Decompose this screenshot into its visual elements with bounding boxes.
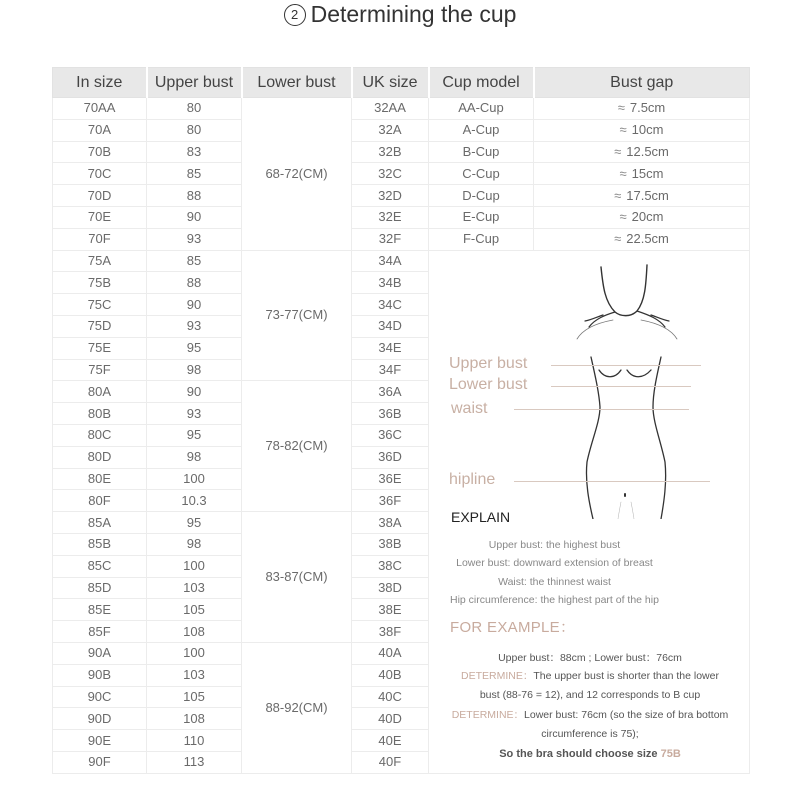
cell-upper-bust: 105: [147, 599, 242, 621]
explain-item: Hip circumference: the highest part of the hip: [450, 594, 659, 607]
cell-uk-size: 40E: [352, 730, 429, 752]
cell-uk-size: 34A: [352, 250, 429, 272]
cell-in-size: 80D: [53, 446, 147, 468]
cell-in-size: 75F: [53, 359, 147, 381]
determine-text: The upper bust is shorter than the lower bust (88-76 = 12), and 12 corresponds to B cup: [479, 670, 719, 701]
cell-upper-bust: 98: [147, 359, 242, 381]
cell-upper-bust: 95: [147, 512, 242, 534]
cell-upper-bust: 98: [147, 533, 242, 555]
cell-in-size: 90C: [53, 686, 147, 708]
cell-upper-bust: 108: [147, 708, 242, 730]
bust-gap-value: 7.5cm: [629, 100, 666, 116]
cell-uk-size: 36E: [352, 468, 429, 490]
cell-uk-size: 40D: [352, 708, 429, 730]
cell-upper-bust: 85: [147, 163, 242, 185]
cell-uk-size: 40B: [352, 664, 429, 686]
cell-uk-size: 36D: [352, 446, 429, 468]
header-in-size: In size: [53, 68, 147, 98]
cell-lower-bust: 68-72(CM): [242, 98, 352, 251]
upper-bust-line: [551, 365, 701, 366]
table-header-row: [53, 68, 750, 98]
table-row: [53, 206, 750, 228]
lower-bust-line: [551, 386, 691, 387]
cell-uk-size: 34F: [352, 359, 429, 381]
approx-icon: ≈: [617, 100, 625, 116]
label-lower-bust: Lower bust: [449, 375, 528, 393]
cell-lower-bust: 83-87(CM): [242, 512, 352, 643]
cell-upper-bust: 103: [147, 577, 242, 599]
cell-in-size: 75E: [53, 337, 147, 359]
cell-upper-bust: 80: [147, 98, 242, 120]
bust-gap-value: 20cm: [631, 209, 664, 225]
cell-cup-model: A-Cup: [429, 119, 534, 141]
cell-upper-bust: 98: [147, 446, 242, 468]
cell-uk-size: 32C: [352, 163, 429, 185]
cell-uk-size: 32D: [352, 185, 429, 207]
cell-uk-size: 40F: [352, 751, 429, 773]
determine-text: Lower bust: 76cm (so the size of bra bottom circumference is 75);: [524, 709, 729, 740]
cell-upper-bust: 110: [147, 730, 242, 752]
cell-upper-bust: 88: [147, 185, 242, 207]
header-bust-gap: Bust gap: [534, 68, 750, 98]
cell-uk-size: 34B: [352, 272, 429, 294]
cell-in-size: 85C: [53, 555, 147, 577]
cell-in-size: 70E: [53, 206, 147, 228]
label-upper-bust: Upper bust: [449, 354, 528, 372]
table-row: [53, 163, 750, 185]
cell-in-size: 85F: [53, 621, 147, 643]
cell-in-size: 80B: [53, 403, 147, 425]
cell-upper-bust: 95: [147, 337, 242, 359]
cell-in-size: 70A: [53, 119, 147, 141]
explain-item: Waist: the thinnest waist: [498, 575, 611, 588]
cell-uk-size: 38D: [352, 577, 429, 599]
determine-label: DETERMINE：: [461, 670, 534, 683]
cell-upper-bust: 93: [147, 228, 242, 250]
example-body: [450, 649, 730, 764]
header-uk-size: UK size: [352, 68, 429, 98]
cell-uk-size: 40C: [352, 686, 429, 708]
example-conclusion: [450, 745, 730, 764]
page-title: [0, 0, 800, 28]
table-row: [53, 185, 750, 207]
cell-in-size: 80C: [53, 424, 147, 446]
cell-upper-bust: 105: [147, 686, 242, 708]
example-determine-1: [450, 667, 730, 704]
body-figure-illustration: [569, 257, 689, 519]
cell-uk-size: 32E: [352, 206, 429, 228]
conclusion-text: So the bra should choose size: [499, 748, 661, 761]
cell-uk-size: 34C: [352, 294, 429, 316]
cell-upper-bust: 100: [147, 642, 242, 664]
cell-in-size: 85B: [53, 533, 147, 555]
header-cup-model: Cup model: [429, 68, 534, 98]
cell-upper-bust: 93: [147, 403, 242, 425]
table-row: [53, 250, 750, 272]
cell-bust-gap: [534, 98, 750, 120]
size-chart-table: [52, 67, 750, 774]
cell-in-size: 90D: [53, 708, 147, 730]
bust-gap-value: 15cm: [631, 165, 664, 181]
waist-line: [514, 409, 689, 410]
side-panel: [429, 251, 749, 773]
cell-upper-bust: 85: [147, 250, 242, 272]
cell-in-size: 70AA: [53, 98, 147, 120]
cell-uk-size: 36C: [352, 424, 429, 446]
cell-uk-size: 36A: [352, 381, 429, 403]
cell-in-size: 75B: [53, 272, 147, 294]
cell-in-size: 75A: [53, 250, 147, 272]
cell-uk-size: 38F: [352, 621, 429, 643]
cell-lower-bust: 73-77(CM): [242, 250, 352, 381]
cell-in-size: 80A: [53, 381, 147, 403]
cell-in-size: 85D: [53, 577, 147, 599]
label-hipline: hipline: [449, 470, 496, 488]
label-waist: waist: [451, 399, 488, 417]
cell-upper-bust: 10.3: [147, 490, 242, 512]
cell-uk-size: 38C: [352, 555, 429, 577]
cell-in-size: 90F: [53, 751, 147, 773]
cell-uk-size: 36F: [352, 490, 429, 512]
cell-in-size: 90E: [53, 730, 147, 752]
cell-upper-bust: 90: [147, 206, 242, 228]
explain-item: Lower bust: downward extension of breast: [456, 557, 653, 570]
page-title-text: Determining the cup: [310, 1, 517, 27]
cell-upper-bust: 103: [147, 664, 242, 686]
explain-heading: EXPLAIN: [451, 508, 511, 525]
cell-in-size: 75C: [53, 294, 147, 316]
cell-uk-size: 32F: [352, 228, 429, 250]
cell-upper-bust: 93: [147, 315, 242, 337]
cell-in-size: 70F: [53, 228, 147, 250]
bust-gap-value: 12.5cm: [626, 143, 669, 159]
cell-upper-bust: 113: [147, 751, 242, 773]
approx-icon: ≈: [619, 165, 627, 181]
bust-gap-value: 10cm: [631, 122, 664, 138]
example-measurements: Upper bust：88cm ; Lower bust：76cm: [498, 651, 682, 664]
table-row: [53, 98, 750, 120]
cell-in-size: 90B: [53, 664, 147, 686]
approx-icon: ≈: [614, 231, 622, 247]
cell-uk-size: 38A: [352, 512, 429, 534]
header-lower-bust: Lower bust: [242, 68, 352, 98]
cell-bust-gap: [534, 141, 750, 163]
determine-label: DETERMINE：: [451, 709, 525, 722]
explain-item: Upper bust: the highest bust: [488, 538, 621, 551]
cell-upper-bust: 95: [147, 424, 242, 446]
cell-bust-gap: [534, 185, 750, 207]
cell-in-size: 75D: [53, 315, 147, 337]
example-determine-2: [450, 706, 730, 743]
cell-uk-size: 34D: [352, 315, 429, 337]
table-row: [53, 228, 750, 250]
cell-in-size: 90A: [53, 642, 147, 664]
cell-in-size: 70B: [53, 141, 147, 163]
cell-uk-size: 38E: [352, 599, 429, 621]
cell-cup-model: F-Cup: [429, 228, 534, 250]
cell-cup-model: B-Cup: [429, 141, 534, 163]
approx-icon: ≈: [614, 187, 622, 203]
explain-list: [450, 536, 659, 610]
cell-upper-bust: 108: [147, 621, 242, 643]
cell-upper-bust: 83: [147, 141, 242, 163]
table-row: [53, 119, 750, 141]
step-number-badge: 2: [284, 4, 306, 26]
cell-uk-size: 32A: [352, 119, 429, 141]
approx-icon: ≈: [614, 143, 622, 159]
cell-in-size: 85E: [53, 599, 147, 621]
cell-bust-gap: [534, 163, 750, 185]
bust-gap-value: 17.5cm: [626, 187, 669, 203]
cell-in-size: 70D: [53, 185, 147, 207]
cell-upper-bust: 100: [147, 468, 242, 490]
cell-bust-gap: [534, 206, 750, 228]
cell-cup-model: E-Cup: [429, 206, 534, 228]
cell-cup-model: D-Cup: [429, 185, 534, 207]
header-upper-bust: Upper bust: [147, 68, 242, 98]
cell-bust-gap: [534, 228, 750, 250]
conclusion-size: 75B: [660, 748, 681, 761]
cell-in-size: 80F: [53, 490, 147, 512]
cell-cup-model: C-Cup: [429, 163, 534, 185]
info-panel-cell: [429, 250, 750, 773]
cell-upper-bust: 100: [147, 555, 242, 577]
cell-uk-size: 40A: [352, 642, 429, 664]
cell-in-size: 70C: [53, 163, 147, 185]
cell-upper-bust: 90: [147, 381, 242, 403]
cell-cup-model: AA-Cup: [429, 98, 534, 120]
cell-in-size: 85A: [53, 512, 147, 534]
cell-in-size: 80E: [53, 468, 147, 490]
cell-bust-gap: [534, 119, 750, 141]
cell-upper-bust: 80: [147, 119, 242, 141]
cell-uk-size: 32AA: [352, 98, 429, 120]
approx-icon: ≈: [619, 122, 627, 138]
cell-lower-bust: 88-92(CM): [242, 642, 352, 773]
cell-uk-size: 34E: [352, 337, 429, 359]
hipline-line: [514, 481, 710, 482]
cell-upper-bust: 90: [147, 294, 242, 316]
cell-lower-bust: 78-82(CM): [242, 381, 352, 512]
table-row: [53, 141, 750, 163]
cell-uk-size: 36B: [352, 403, 429, 425]
cell-uk-size: 32B: [352, 141, 429, 163]
cell-upper-bust: 88: [147, 272, 242, 294]
approx-icon: ≈: [619, 209, 627, 225]
cell-uk-size: 38B: [352, 533, 429, 555]
bust-gap-value: 22.5cm: [626, 231, 669, 247]
example-heading: FOR EXAMPLE：: [450, 618, 576, 636]
